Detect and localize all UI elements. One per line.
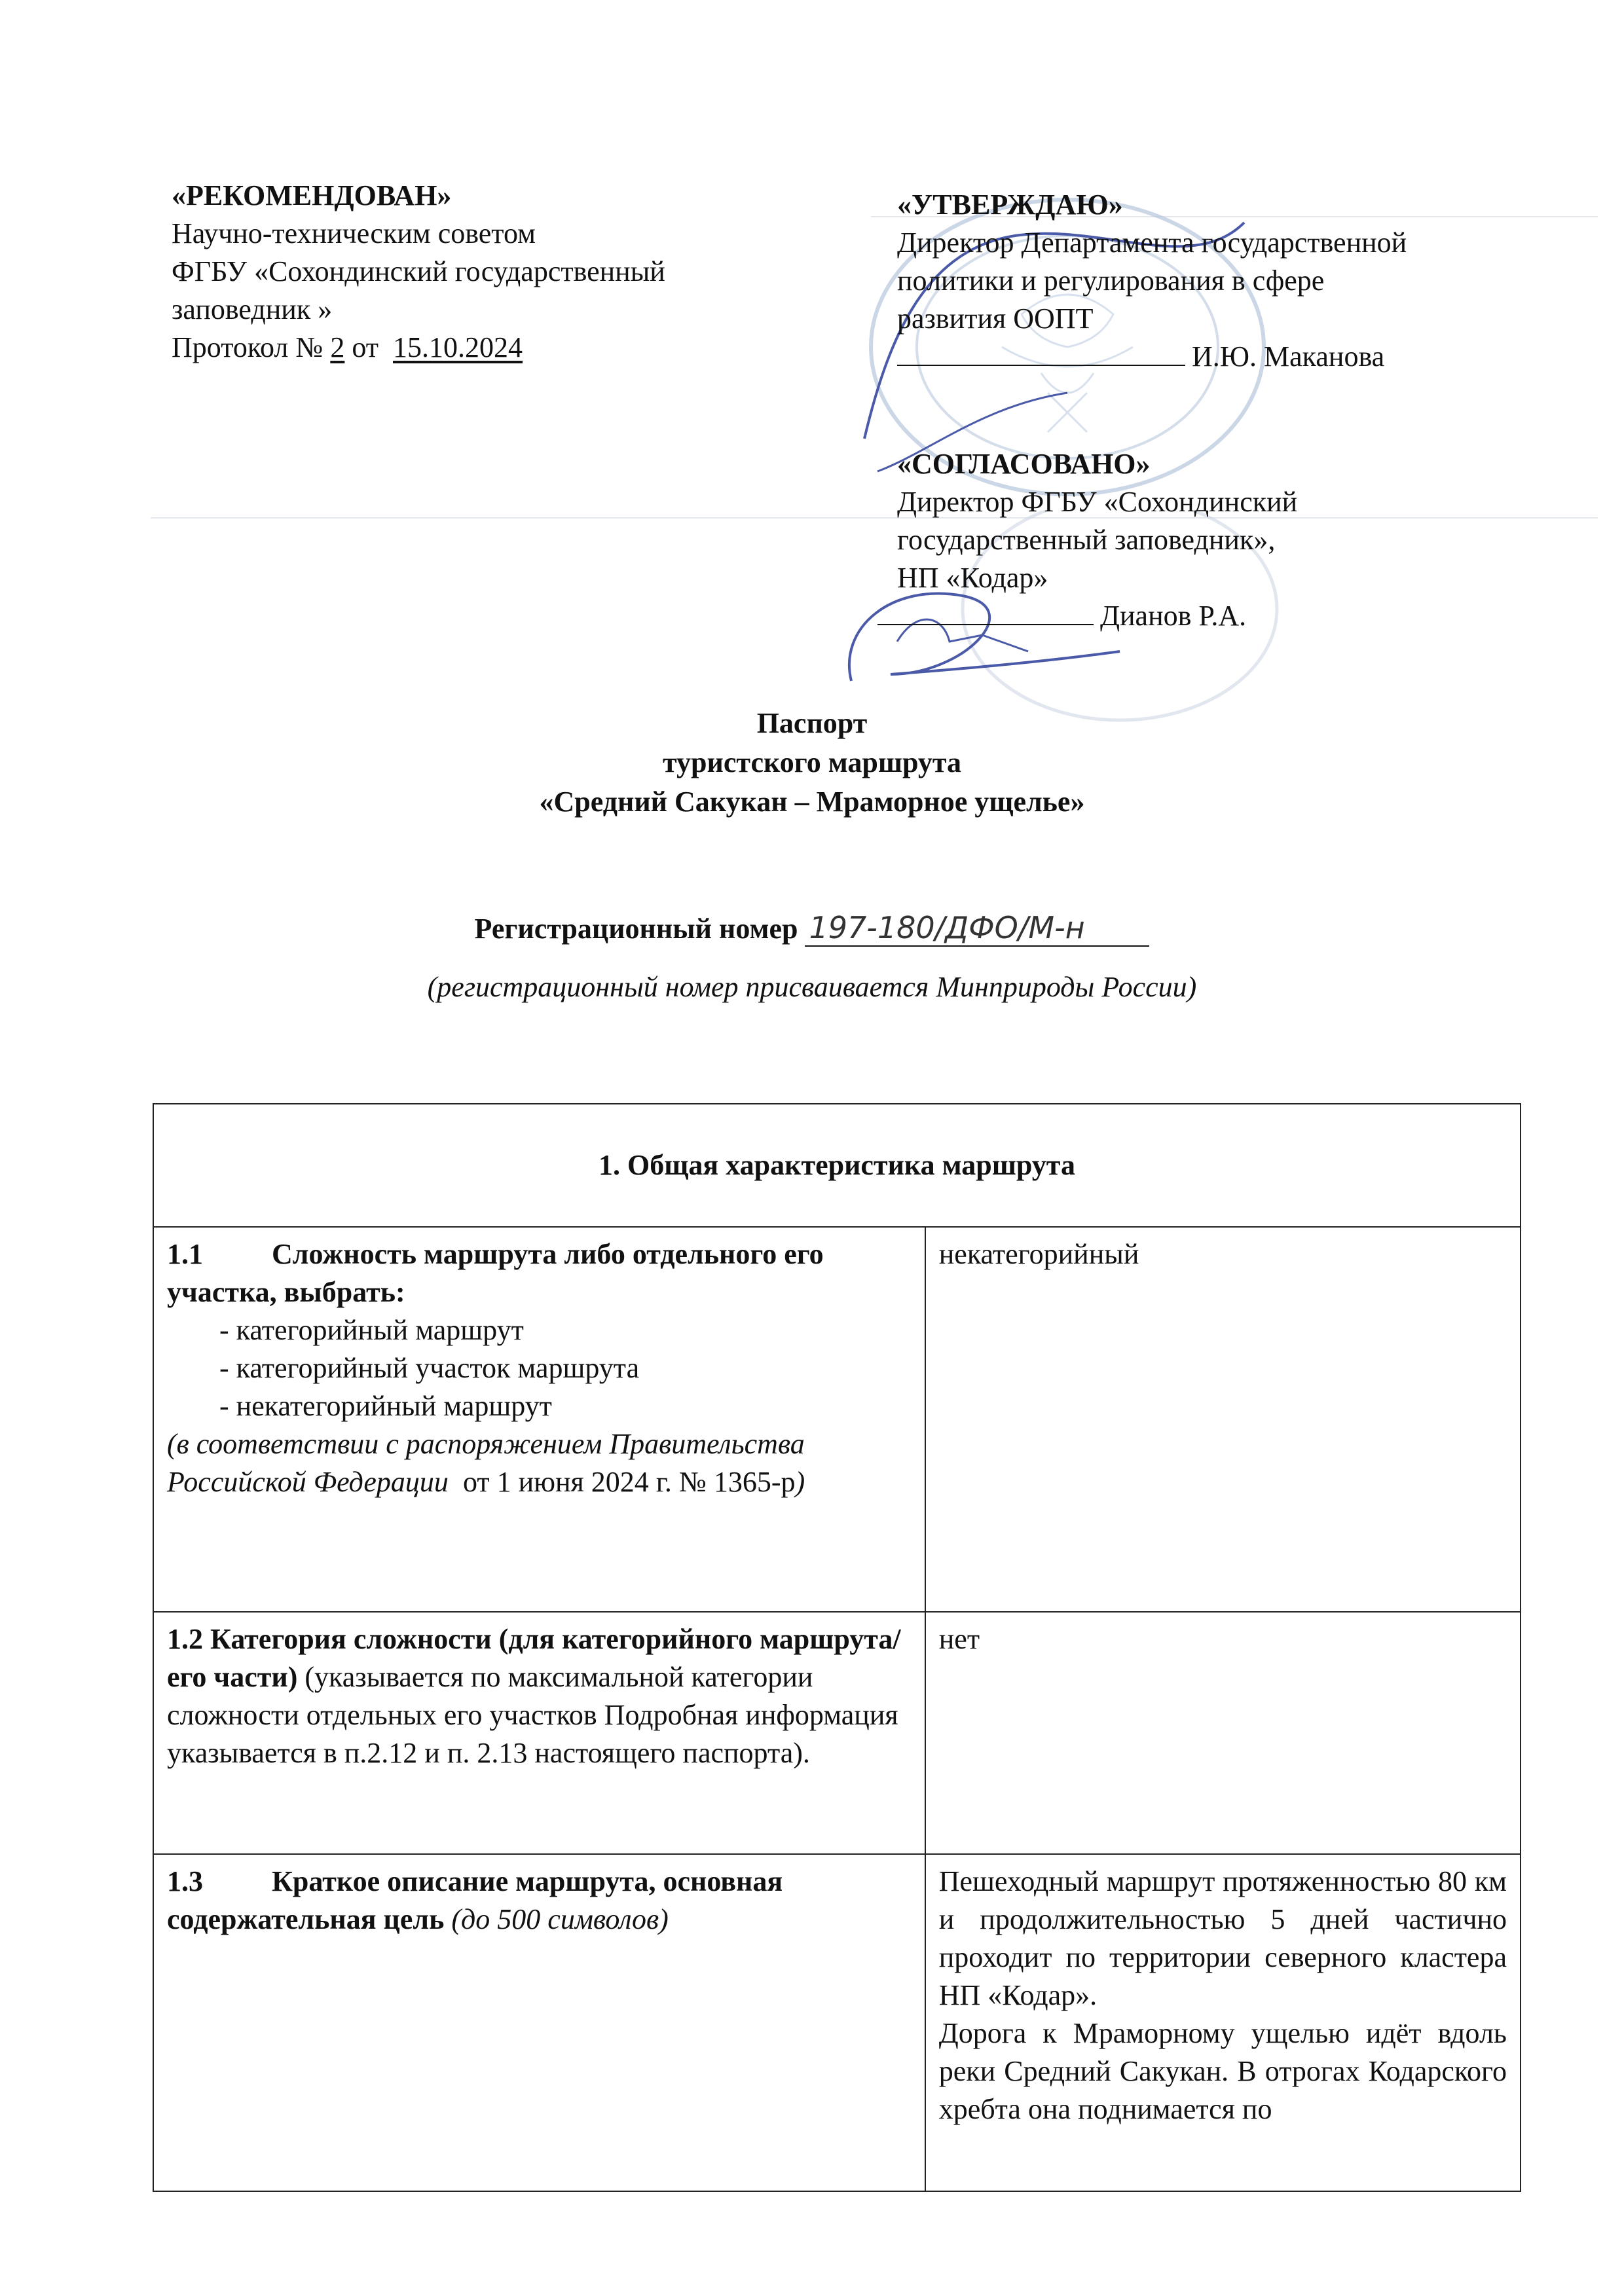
protocol-date: 15.10.2024 — [393, 331, 523, 363]
signature-underline — [877, 598, 1094, 625]
row-label-text: Краткое описание маршрута, основная содержательная цель — [167, 1865, 783, 1935]
agreed-line: НП «Кодар» — [897, 562, 1048, 594]
row-value-cell: некатегорийный — [925, 1227, 1521, 1612]
agreed-line: государственный заповедник», — [897, 524, 1276, 556]
document-title — [0, 704, 1624, 822]
approved-line: Директор Департамента государственной — [897, 227, 1407, 259]
title-line: туристского маршрута — [662, 746, 962, 778]
table-row — [153, 1854, 1521, 2191]
row-label-cell — [153, 1612, 925, 1854]
agreed-signature-line — [877, 597, 1297, 635]
row-value-cell — [925, 1854, 1521, 2191]
row-label-cell — [153, 1227, 925, 1612]
table-row — [153, 1612, 1521, 1854]
recommended-title: «РЕКОМЕНДОВАН» — [172, 179, 452, 211]
agreed-block — [897, 445, 1297, 635]
list-item: - некатегорийный маршрут — [219, 1390, 552, 1422]
table-section-row — [153, 1104, 1521, 1227]
registration-label: Регистрационный номер — [474, 913, 798, 945]
row-label-note: (до 500 символов) — [451, 1903, 669, 1935]
row-value-paragraph: Дорога к Мраморному ущелью идёт вдоль реки Средний Сакукан. В отрогах Кодарского хребта она поднимается по — [938, 2017, 1507, 2125]
row-label-text: Сложность маршрута либо отдельного его участка, выбрать: — [167, 1238, 824, 1308]
approved-line: политики и регулирования в сфере — [897, 264, 1325, 297]
note-close: ) — [795, 1466, 805, 1498]
recommended-block — [172, 177, 665, 367]
protocol-number: 2 — [330, 331, 345, 363]
row-value-cell: нет — [925, 1612, 1521, 1854]
row-number: 1.2 — [167, 1623, 203, 1655]
registration-number: 197-180/ДФО/М-н — [805, 910, 1149, 947]
protocol-line — [172, 329, 665, 367]
recommended-line: ФГБУ «Сохондинский государственный — [172, 255, 665, 287]
title-line: «Средний Сакукан – Мраморное ущелье» — [539, 786, 1085, 818]
row-note — [167, 1425, 912, 1501]
note-italic: (в соответствии с распоряжением Правительства Российской Федерации — [167, 1428, 805, 1498]
section-title: 1. Общая характеристика маршрута — [153, 1104, 1521, 1227]
recommended-line: Научно-техническим советом — [172, 217, 536, 249]
recommended-line: заповедник » — [172, 293, 333, 325]
registration-note: (регистрационный номер присваивается Минприроды России) — [427, 971, 1197, 1003]
signature-underline — [897, 338, 1185, 366]
approved-line: развития ООПТ — [897, 302, 1094, 335]
row-value-paragraph: Пешеходный маршрут протяженностью 80 км и продолжительностью 5 дней частично проходит по территории северного кластера НП «Кодар». — [938, 1865, 1507, 2011]
agreed-title: «СОГЛАСОВАНО» — [897, 448, 1151, 480]
note-normal: от 1 июня 2024 г. № 1365-р — [462, 1466, 796, 1498]
agreed-signer: Дианов Р.А. — [1100, 600, 1247, 632]
registration-line — [0, 910, 1624, 947]
approved-block — [897, 186, 1407, 376]
table-row — [153, 1227, 1521, 1612]
approved-signature-line — [897, 338, 1407, 376]
row-label-cell — [153, 1854, 925, 2191]
title-line: Паспорт — [756, 707, 868, 739]
row-number: 1.3 — [167, 1865, 203, 1897]
agreed-line: Директор ФГБУ «Сохондинский — [897, 486, 1298, 518]
row-label-text: Категория сложности (для категорийного маршрута/его части) — [167, 1623, 901, 1693]
protocol-prefix: Протокол № — [172, 331, 323, 363]
row-number: 1.1 — [167, 1238, 203, 1270]
list-item: - категорийный маршрут — [219, 1314, 524, 1346]
approved-signer: И.Ю. Маканова — [1192, 340, 1385, 373]
row-label — [167, 1235, 912, 1311]
approved-title: «УТВЕРЖДАЮ» — [897, 189, 1123, 221]
route-characteristics-table — [153, 1103, 1521, 2192]
list-item: - категорийный участок маршрута — [219, 1352, 640, 1384]
protocol-from: от — [352, 331, 378, 363]
row-description: (указывается по максимальной категории сложности отдельных его участков Подробная информация указывается в п.2.12 и п. 2.13 настоящего паспорта). — [167, 1661, 898, 1769]
